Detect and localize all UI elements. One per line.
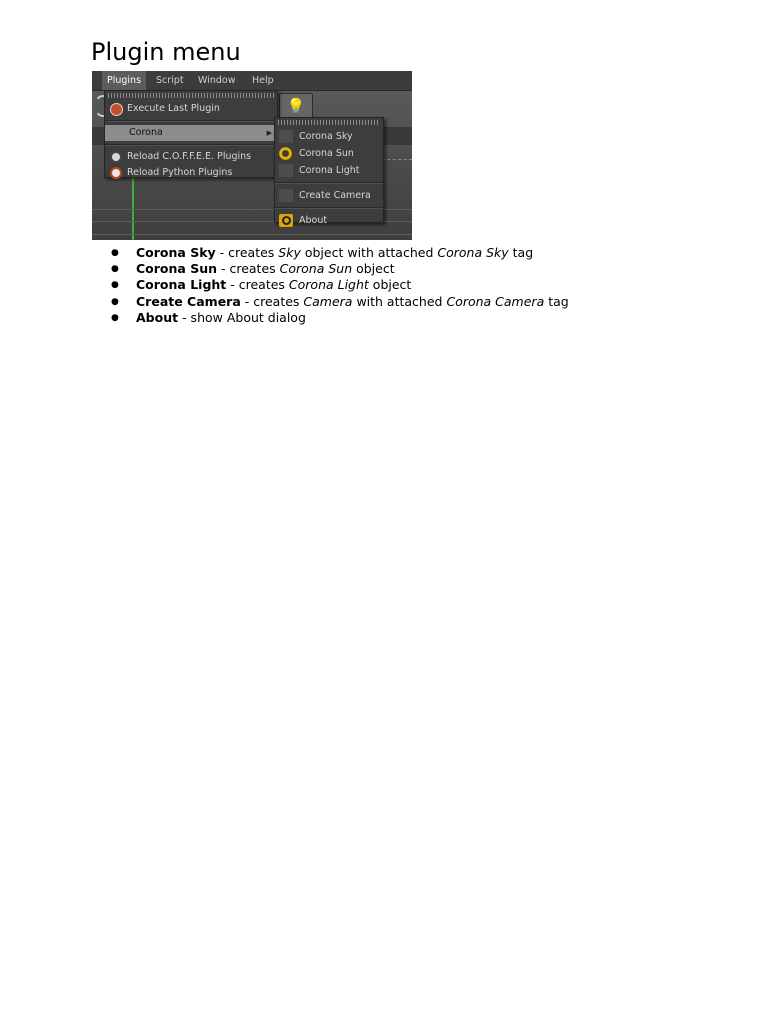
list-item-term: Create Camera	[136, 293, 241, 309]
menu-separator	[105, 120, 277, 122]
list-item-text: object	[352, 261, 395, 277]
list-item-term: About	[136, 309, 179, 325]
menu-item-corona-sun[interactable]	[275, 145, 383, 162]
submenu-arrow-icon: ▶	[266, 129, 272, 137]
list-item-emphasis: Corona Sky	[437, 245, 509, 260]
list-item-text: - creates	[215, 245, 279, 260]
feature-list	[108, 245, 569, 326]
list-item-emphasis: Camera	[303, 293, 353, 309]
menu-help[interactable]: Help	[252, 75, 274, 86]
python-plugin-icon	[110, 167, 122, 179]
menu-item-label: Corona Light	[299, 165, 360, 176]
menu-window[interactable]: Window	[198, 75, 236, 86]
list-item-text: object with attached	[300, 245, 438, 260]
coffee-plugin-icon	[110, 151, 122, 163]
sun-icon	[280, 148, 291, 159]
menu-item-label: Corona Sky	[299, 131, 353, 142]
menu-separator	[275, 207, 383, 209]
list-item	[108, 277, 569, 293]
corona-about-icon	[279, 214, 293, 227]
viewport-dashed-line	[382, 159, 412, 160]
menu-item-corona-light[interactable]	[275, 162, 383, 179]
list-item-emphasis: Corona Sun	[279, 261, 353, 277]
grid-line	[92, 234, 412, 235]
menu-item-label: About	[299, 215, 328, 226]
list-item-text: - creates	[226, 277, 289, 293]
menu-item-label: Reload C.O.F.F.E.E. Plugins	[127, 151, 252, 162]
blank-icon-slot	[279, 130, 293, 143]
corona-submenu	[274, 117, 384, 226]
menu-item-execute-last-plugin[interactable]	[105, 101, 277, 117]
menu-plugins[interactable]: Plugins	[102, 71, 146, 90]
list-item	[108, 261, 569, 277]
menubar	[92, 71, 412, 91]
list-item-text: object	[368, 277, 412, 293]
menu-separator	[105, 144, 277, 146]
menu-item-label: Create Camera	[299, 190, 371, 201]
menu-item-label: Reload Python Plugins	[127, 167, 233, 178]
execute-plugin-icon	[110, 103, 123, 116]
plugins-menu	[104, 90, 278, 178]
menu-item-reload-python-plugins[interactable]	[105, 165, 277, 181]
list-item-text: tag	[544, 293, 569, 309]
menu-item-create-camera[interactable]	[275, 187, 383, 204]
menu-item-label: Corona Sun	[299, 148, 354, 159]
list-item-text: with attached	[352, 293, 447, 309]
list-item-emphasis: Corona Light	[288, 277, 369, 293]
menu-item-label: Execute Last Plugin	[127, 103, 220, 114]
list-item-term: Corona Light	[136, 277, 227, 293]
list-item-emphasis: Sky	[278, 245, 301, 260]
menu-item-about[interactable]	[275, 212, 383, 229]
tear-off-handle[interactable]	[108, 93, 274, 98]
list-item	[108, 294, 569, 310]
page-title: Plugin menu	[91, 38, 241, 66]
menu-item-corona-sky[interactable]	[275, 128, 383, 145]
blank-icon-slot	[279, 189, 293, 202]
menu-script[interactable]: Script	[156, 75, 184, 86]
light-bulb-icon[interactable]: 💡	[279, 93, 313, 119]
menu-item-label: Corona	[129, 127, 163, 138]
list-item	[108, 245, 569, 261]
tear-off-handle[interactable]	[278, 120, 380, 125]
menu-separator	[275, 182, 383, 184]
list-item-text: tag	[508, 245, 534, 260]
list-item-term: Corona Sky	[136, 245, 216, 260]
list-item-text: - show About dialog	[178, 309, 306, 325]
list-item-emphasis: Corona Camera	[446, 293, 545, 309]
blank-icon-slot	[279, 164, 293, 177]
menu-item-corona[interactable]	[105, 125, 277, 141]
plugin-menu-screenshot	[92, 71, 412, 240]
list-item-term: Corona Sun	[136, 261, 217, 277]
list-item-text: - creates	[217, 261, 280, 277]
list-item-text: - creates	[240, 293, 304, 309]
list-item	[108, 310, 569, 326]
menu-item-reload-coffee-plugins[interactable]	[105, 149, 277, 165]
